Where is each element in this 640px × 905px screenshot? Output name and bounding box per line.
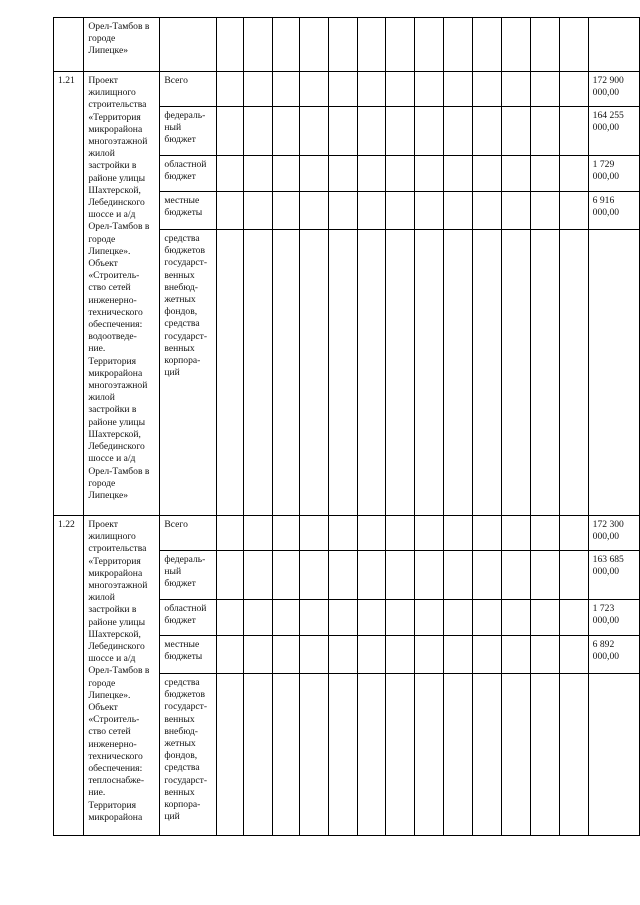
amount-cell: 6 892 000,00: [588, 636, 639, 674]
empty-cell: [357, 600, 386, 636]
empty-cell: [530, 516, 559, 551]
empty-cell: [216, 72, 243, 107]
project-name-cell: Орел-Тамбов в городе Липецке»: [84, 18, 160, 72]
empty-cell: [272, 192, 299, 230]
empty-cell: [272, 674, 299, 836]
empty-cell: [328, 72, 357, 107]
empty-cell: [272, 107, 299, 156]
empty-cell: [357, 18, 386, 72]
empty-cell: [415, 516, 444, 551]
empty-cell: [386, 636, 415, 674]
empty-cell: [272, 18, 299, 72]
empty-cell: [328, 516, 357, 551]
empty-cell: [272, 516, 299, 551]
empty-cell: [243, 516, 272, 551]
empty-cell: [386, 107, 415, 156]
empty-cell: [501, 192, 530, 230]
empty-cell: [272, 230, 299, 516]
empty-cell: [357, 674, 386, 836]
empty-cell: [530, 156, 559, 192]
empty-cell: [243, 230, 272, 516]
empty-cell: [386, 516, 415, 551]
project-name-cell: Проект жилищного строительства «Территория микрорайона многоэтажной жилой застройки в районе улицы Шахтерской, Лебединского шоссе и а/д Орел-Тамбов в городе Липецке». Объект «Строитель- ство сетей инженерно- технического обеспечения: водоотведе- ние. Территория микрорайона многоэтажной жилой застройки в районе улицы Шахтерской, Лебединского шоссе и а/д Орел-Тамбов в городе Липецке»: [84, 72, 160, 516]
empty-cell: [243, 192, 272, 230]
empty-cell: [473, 674, 502, 836]
empty-cell: [386, 156, 415, 192]
empty-cell: [243, 636, 272, 674]
empty-cell: [501, 551, 530, 600]
empty-cell: [357, 636, 386, 674]
funding-source-cell: местные бюджеты: [160, 636, 216, 674]
funding-source-cell: средства бюджетов государст- венных внебюд- жетных фондов, средства государст- венных корпора- ций: [160, 230, 216, 516]
empty-cell: [299, 107, 328, 156]
empty-cell: [299, 72, 328, 107]
empty-cell: [299, 516, 328, 551]
empty-cell: [328, 18, 357, 72]
empty-cell: [243, 18, 272, 72]
empty-cell: [444, 192, 473, 230]
empty-cell: [444, 18, 473, 72]
empty-cell: [559, 156, 588, 192]
empty-cell: [501, 230, 530, 516]
amount-cell: 172 900 000,00: [588, 72, 639, 107]
empty-cell: [559, 192, 588, 230]
empty-cell: [444, 600, 473, 636]
table-row: [54, 18, 640, 72]
empty-cell: [386, 192, 415, 230]
empty-cell: [415, 107, 444, 156]
item-number-cell: 1.21: [54, 72, 84, 516]
empty-cell: [501, 18, 530, 72]
empty-cell: [299, 192, 328, 230]
empty-cell: [444, 230, 473, 516]
empty-cell: [243, 156, 272, 192]
empty-cell: [559, 636, 588, 674]
empty-cell: [444, 156, 473, 192]
empty-cell: [444, 636, 473, 674]
empty-cell: [530, 107, 559, 156]
amount-cell: [588, 674, 639, 836]
empty-cell: [357, 230, 386, 516]
funding-source-cell: Всего: [160, 72, 216, 107]
empty-cell: [501, 156, 530, 192]
empty-cell: [216, 230, 243, 516]
empty-cell: [216, 107, 243, 156]
empty-cell: [386, 551, 415, 600]
empty-cell: [216, 192, 243, 230]
empty-cell: [272, 156, 299, 192]
amount-cell: 1 723 000,00: [588, 600, 639, 636]
funding-source-cell: Всего: [160, 516, 216, 551]
empty-cell: [216, 674, 243, 836]
empty-cell: [216, 551, 243, 600]
amount-cell: 164 255 000,00: [588, 107, 639, 156]
empty-cell: [559, 674, 588, 836]
empty-cell: [386, 674, 415, 836]
empty-cell: [299, 18, 328, 72]
empty-cell: [501, 72, 530, 107]
amount-cell: 6 916 000,00: [588, 192, 639, 230]
empty-cell: [216, 600, 243, 636]
empty-cell: [216, 516, 243, 551]
empty-cell: [473, 107, 502, 156]
empty-cell: [444, 674, 473, 836]
empty-cell: [328, 230, 357, 516]
amount-cell: [588, 230, 639, 516]
empty-cell: [272, 551, 299, 600]
empty-cell: [530, 551, 559, 600]
empty-cell: [415, 636, 444, 674]
empty-cell: [473, 18, 502, 72]
empty-cell: [530, 192, 559, 230]
empty-cell: [243, 674, 272, 836]
funding-source-cell: федераль- ный бюджет: [160, 551, 216, 600]
empty-cell: [530, 72, 559, 107]
empty-cell: [299, 600, 328, 636]
funding-source-cell: средства бюджетов государст- венных внебюд- жетных фондов, средства государст- венных корпора- ций: [160, 674, 216, 836]
empty-cell: [559, 516, 588, 551]
empty-cell: [328, 551, 357, 600]
project-name-cell: Проект жилищного строительства «Территория микрорайона многоэтажной жилой застройки в районе улицы Шахтерской, Лебединского шоссе и а/д Орел-Тамбов в городе Липецке». Объект «Строитель- ство сетей инженерно- технического обеспечения: теплоснабже- ние. Территория микрорайона: [84, 516, 160, 836]
funding-source-cell: областной бюджет: [160, 600, 216, 636]
empty-cell: [299, 636, 328, 674]
item-number-cell: [54, 18, 84, 72]
empty-cell: [473, 72, 502, 107]
empty-cell: [243, 551, 272, 600]
empty-cell: [328, 600, 357, 636]
table-row: [54, 516, 640, 551]
empty-cell: [386, 230, 415, 516]
empty-cell: [501, 600, 530, 636]
empty-cell: [299, 551, 328, 600]
empty-cell: [444, 516, 473, 551]
empty-cell: [357, 107, 386, 156]
empty-cell: [415, 551, 444, 600]
empty-cell: [328, 107, 357, 156]
table-row: [54, 72, 640, 107]
empty-cell: [328, 156, 357, 192]
empty-cell: [415, 600, 444, 636]
empty-cell: [243, 600, 272, 636]
empty-cell: [530, 18, 559, 72]
empty-cell: [386, 72, 415, 107]
empty-cell: [299, 230, 328, 516]
empty-cell: [473, 192, 502, 230]
funding-source-cell: областной бюджет: [160, 156, 216, 192]
empty-cell: [386, 18, 415, 72]
empty-cell: [216, 156, 243, 192]
empty-cell: [501, 107, 530, 156]
empty-cell: [530, 674, 559, 836]
empty-cell: [386, 600, 415, 636]
empty-cell: [501, 636, 530, 674]
empty-cell: [415, 156, 444, 192]
empty-cell: [444, 107, 473, 156]
empty-cell: [473, 516, 502, 551]
empty-cell: [415, 18, 444, 72]
funding-source-cell: федераль- ный бюджет: [160, 107, 216, 156]
empty-cell: [444, 72, 473, 107]
empty-cell: [216, 18, 243, 72]
empty-cell: [272, 72, 299, 107]
empty-cell: [415, 230, 444, 516]
amount-cell: 1 729 000,00: [588, 156, 639, 192]
empty-cell: [559, 72, 588, 107]
empty-cell: [501, 516, 530, 551]
empty-cell: [473, 230, 502, 516]
funding-source-cell: [160, 18, 216, 72]
empty-cell: [559, 18, 588, 72]
empty-cell: [243, 72, 272, 107]
empty-cell: [415, 674, 444, 836]
empty-cell: [473, 600, 502, 636]
funding-source-cell: местные бюджеты: [160, 192, 216, 230]
financing-table: [53, 17, 640, 836]
empty-cell: [415, 72, 444, 107]
empty-cell: [444, 551, 473, 600]
empty-cell: [501, 674, 530, 836]
empty-cell: [299, 156, 328, 192]
empty-cell: [357, 192, 386, 230]
empty-cell: [559, 230, 588, 516]
amount-cell: 172 300 000,00: [588, 516, 639, 551]
amount-cell: [588, 18, 639, 72]
empty-cell: [328, 674, 357, 836]
empty-cell: [357, 156, 386, 192]
empty-cell: [357, 516, 386, 551]
empty-cell: [530, 230, 559, 516]
empty-cell: [328, 636, 357, 674]
empty-cell: [357, 551, 386, 600]
empty-cell: [415, 192, 444, 230]
empty-cell: [473, 636, 502, 674]
empty-cell: [328, 192, 357, 230]
empty-cell: [559, 600, 588, 636]
empty-cell: [357, 72, 386, 107]
empty-cell: [559, 551, 588, 600]
empty-cell: [216, 636, 243, 674]
empty-cell: [243, 107, 272, 156]
empty-cell: [473, 551, 502, 600]
empty-cell: [299, 674, 328, 836]
empty-cell: [272, 636, 299, 674]
item-number-cell: 1.22: [54, 516, 84, 836]
empty-cell: [530, 636, 559, 674]
empty-cell: [530, 600, 559, 636]
empty-cell: [559, 107, 588, 156]
empty-cell: [473, 156, 502, 192]
amount-cell: 163 685 000,00: [588, 551, 639, 600]
empty-cell: [272, 600, 299, 636]
